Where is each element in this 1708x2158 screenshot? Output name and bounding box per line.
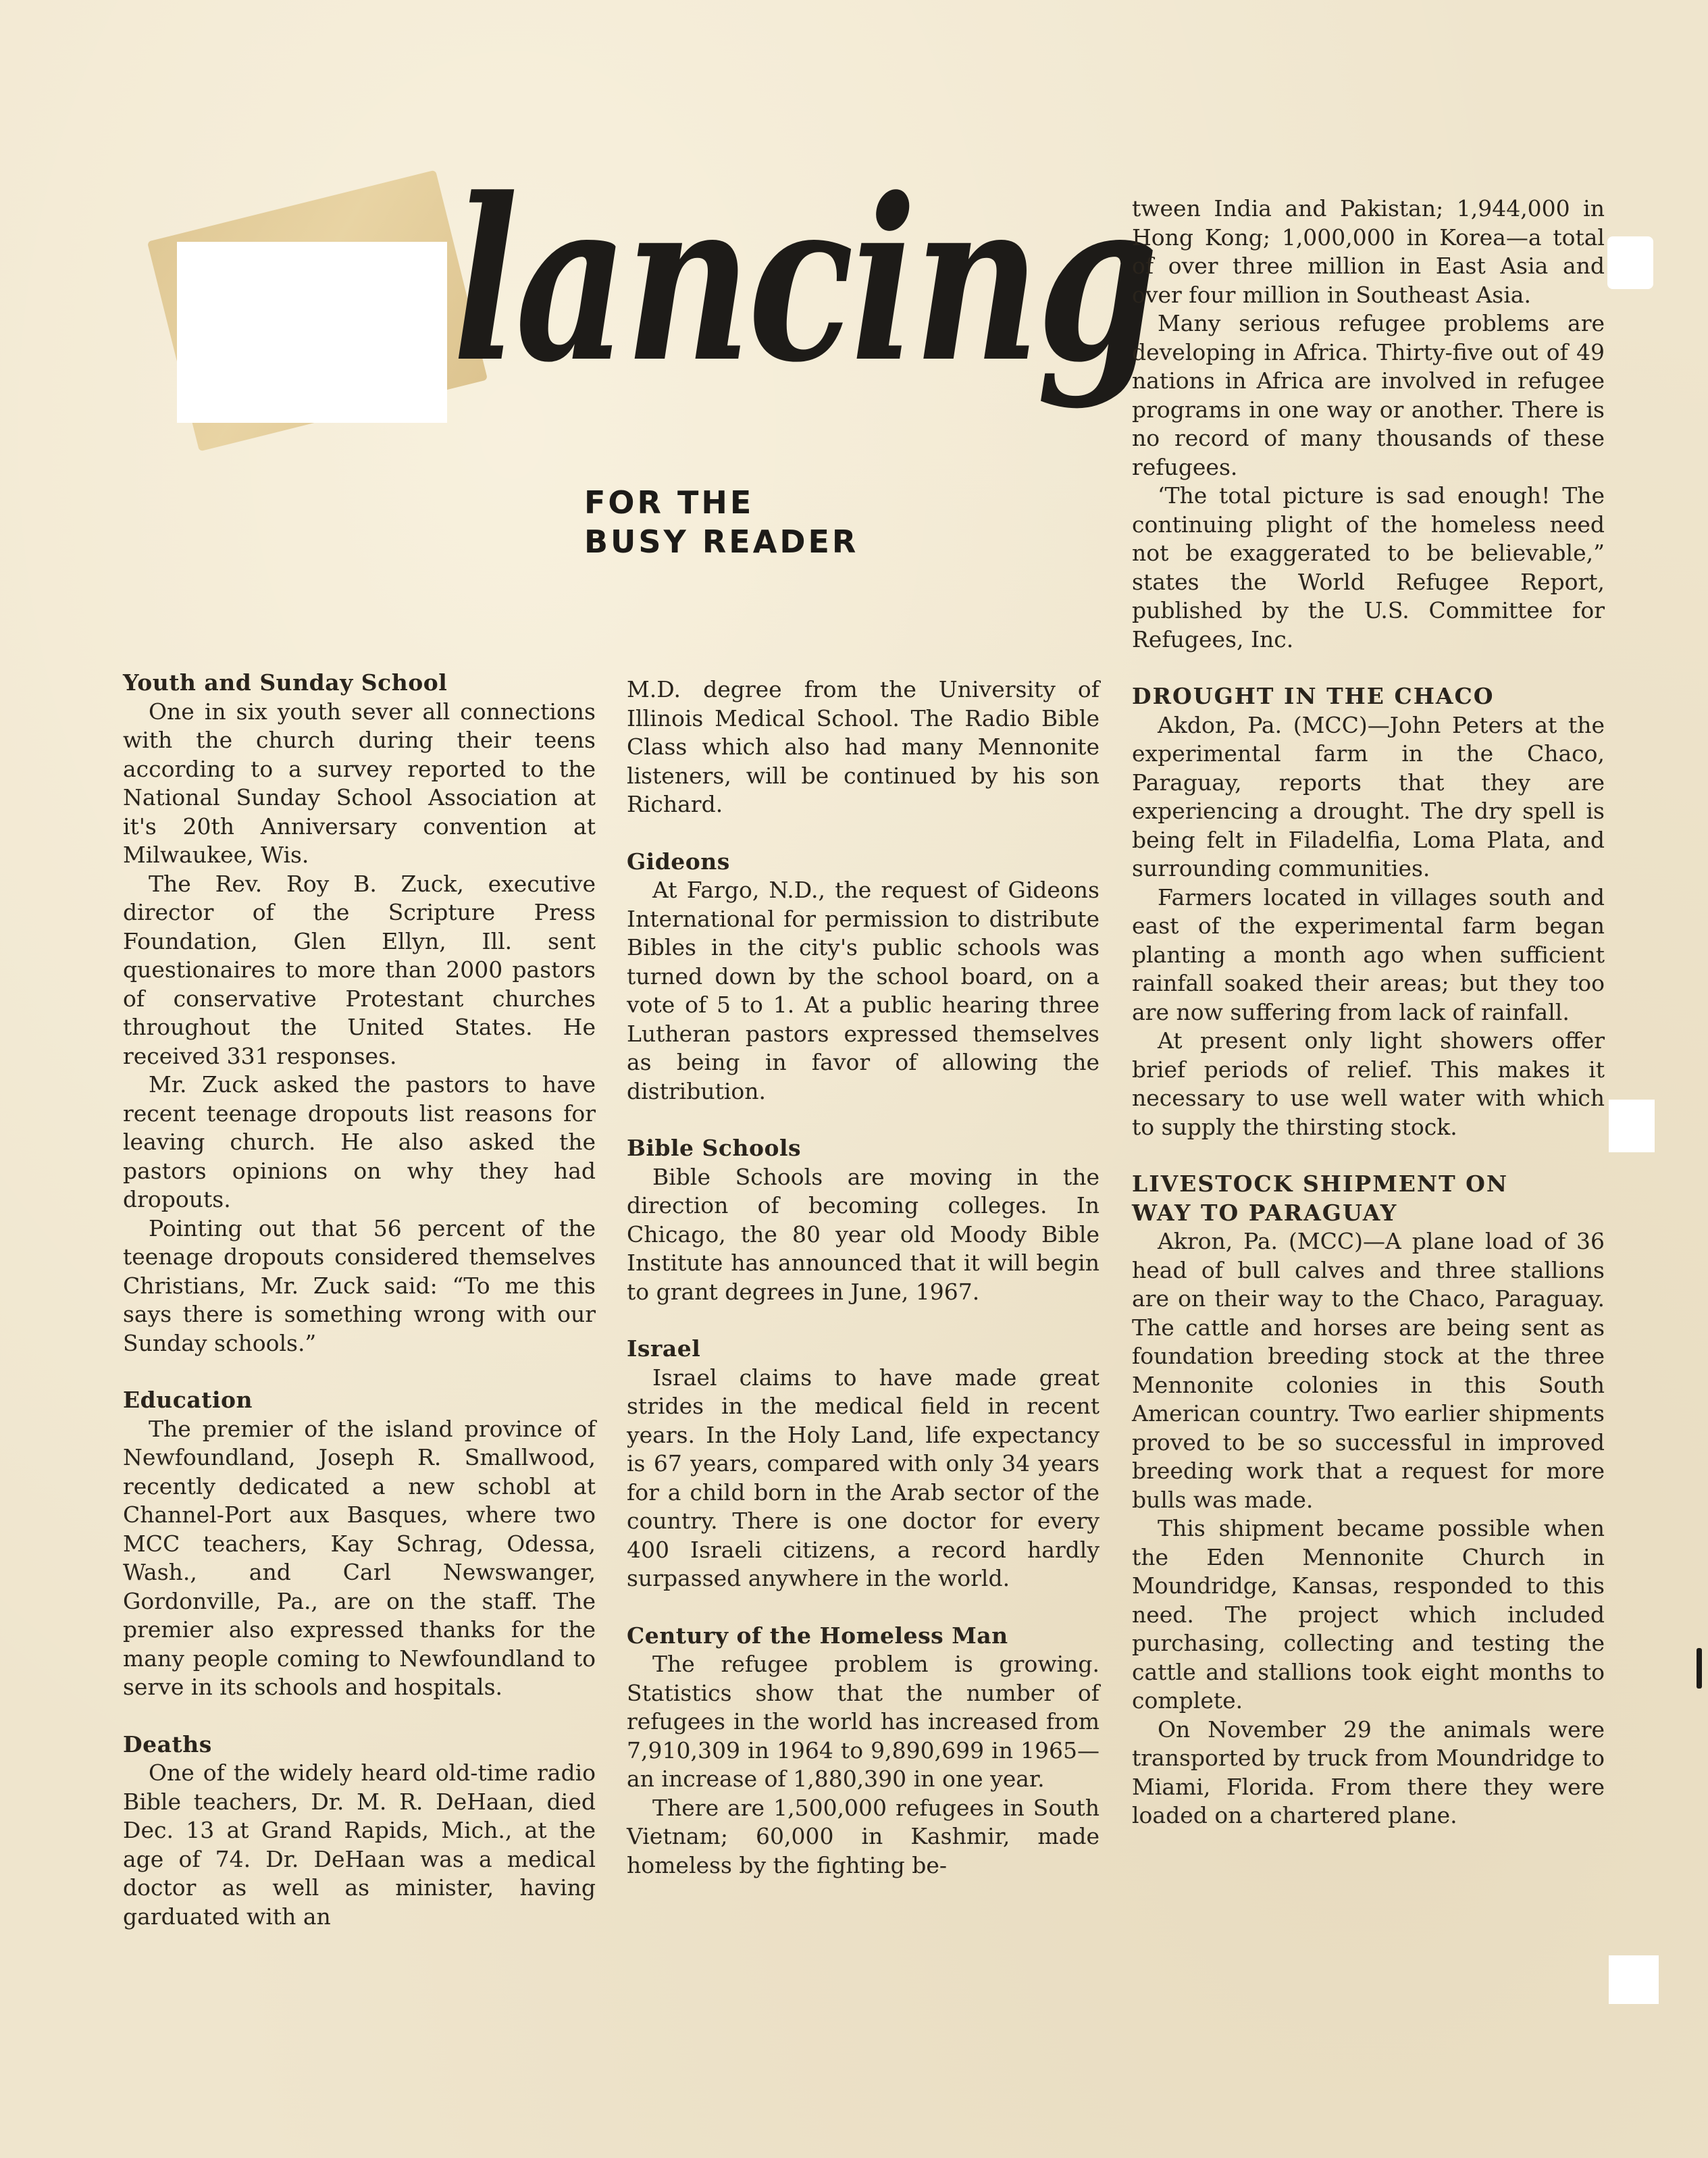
section-heading-line-1: LIVESTOCK SHIPMENT ON — [1132, 1171, 1509, 1197]
paragraph: There are 1,500,000 refugees in South Vietnam; 60,000 in Kashmir, made homeless by the fighting be- — [627, 1794, 1099, 1878]
section-heading: Youth and Sunday School — [123, 669, 448, 696]
tagline-line-2: BUSY READER — [584, 523, 859, 560]
paragraph: The refugee problem is growing. Statistics show that the number of refugees in the world has increased from 7,910,309 in 1964 to 9,890,699 in 1965—an increase of 1,880,390 in one year. — [627, 1651, 1099, 1792]
paragraph: One of the widely heard old-time radio Bible teachers, Dr. M. R. DeHaan, died Dec. 13 at Grand Rapids, Mich., at the age of 74. Dr. DeHaan was a medical doctor as well as minister, having garduated with an — [123, 1759, 596, 1930]
paragraph: This shipment became possible when the Eden Mennonite Church in Moundridge, Kansas, responded to this need. The project which included purchasing, collecting and testing the cattle and stallions took eight months to complete. — [1132, 1515, 1605, 1714]
tagline-line-1: FOR THE — [584, 484, 754, 521]
paragraph: M.D. degree from the University of Illinois Medical School. The Radio Bible Class which also had many Mennonite listeners, will be continued by his son Richard. — [627, 676, 1099, 817]
section-heading: Education — [123, 1387, 253, 1413]
edge-mark — [1697, 1648, 1702, 1689]
section-heading-line-2: WAY TO PARAGUAY — [1132, 1199, 1398, 1226]
redaction-block-right-3 — [1609, 1955, 1659, 2004]
paragraph: One in six youth sever all connections with the church during their teens according to a survey reported to the National Sunday School Association at it's 20th Anniversary convention at Milwaukee, Wis. — [123, 698, 596, 868]
paragraph: Pointing out that 56 percent of the teenage dropouts considered themselves Christians, Mr. Zuck said: “To me this says there is something wrong with our Sunday schools.” — [123, 1214, 596, 1356]
paragraph: On November 29 the animals were transported by truck from Moundridge to Miami, Florida. From there they were loaded on a chartered plane. — [1132, 1716, 1605, 1828]
section-heading: Bible Schools — [627, 1135, 802, 1161]
paragraph: Akron, Pa. (MCC)—A plane load of 36 head of bull calves and three stallions are on their way to the Chaco, Paraguay. The cattle and horses are being sent as foundation breeding stock at the three Mennonite colonies in this South American country. Two earlier shipments proved to be so successful in improved breeding work that a request for more bulls was made. — [1132, 1228, 1605, 1513]
masthead-word: lancing — [452, 149, 1156, 411]
paragraph: At Fargo, N.D., the request of Gideons International for permission to distribute Bibles in the city's public schools was turned down by the school board, on a vote of 5 to 1. At a public hearing three Lutheran pastors expressed themselves as being in favor of allowing the distribution. — [627, 877, 1099, 1104]
column-3 — [1132, 195, 1605, 1830]
paragraph: tween India and Pakistan; 1,944,000 in Hong Kong; 1,000,000 in Korea—a total of over three million in East Asia and over four million in Southeast Asia. — [1132, 195, 1605, 308]
paragraph: Israel claims to have made great strides in the medical field in recent years. In the Holy Land, life expectancy is 67 years, compared with only 34 years for a child born in the Arab sector of the country. There is one doctor for every 400 Israeli citizens, a record hardly surpassed anywhere in the world. — [627, 1364, 1099, 1591]
paragraph: Many serious refugee problems are developing in Africa. Thirty-five out of 49 nations in Africa are involved in refugee programs in one way or another. There is no record of many thousands of these refugees. — [1132, 310, 1605, 480]
paragraph: Akdon, Pa. (MCC)—John Peters at the experimental farm in the Chaco, Paraguay, reports that they are experiencing a drought. The dry spell is being felt in Filadelfia, Loma Plata, and surrounding communities. — [1132, 711, 1605, 881]
redaction-block-right-2 — [1609, 1100, 1655, 1152]
paragraph: Bible Schools are moving in the direction of becoming colleges. In Chicago, the 80 year old Moody Bible Institute has announced that it will begin to grant degrees in June, 1967. — [627, 1163, 1099, 1305]
section-heading: Deaths — [123, 1730, 212, 1757]
paragraph: Mr. Zuck asked the pastors to have recent teenage dropouts list reasons for leaving church. He also asked the pastors opinions on why they had dropouts. — [123, 1071, 596, 1212]
paragraph: ‘The total picture is sad enough! The continuing plight of the homeless need not be exaggerated to be believable,” states the World Refugee Report, published by the U.S. Committee for Refugees, Inc. — [1132, 482, 1605, 652]
paragraph: Farmers located in villages south and east of the experimental farm began planting a month ago when sufficient rainfall soaked their areas; but they too are now suffering from lack of rainfall. — [1132, 883, 1605, 1025]
section-heading: Israel — [627, 1335, 701, 1362]
paragraph: At present only light showers offer brief periods of relief. This makes it necessary to use well water with which to supply the thirsting stock. — [1132, 1027, 1605, 1140]
redaction-block-masthead — [177, 242, 447, 423]
section-heading: DROUGHT IN THE CHACO — [1132, 683, 1495, 709]
section-heading: Century of the Homeless Man — [627, 1622, 1008, 1649]
column-1 — [123, 669, 596, 1931]
paragraph: The premier of the island province of Newfoundland, Joseph R. Smallwood, recently dedicated a new schobl at Channel-Port aux Basques, where two MCC teachers, Kay Schrag, Odessa, Wash., and Carl Newswanger, Gordonville, Pa., are on the staff. The premier also expressed thanks for the many people coming to Newfoundland to serve in its schools and hospitals. — [123, 1415, 596, 1700]
section-heading: Gideons — [627, 848, 730, 875]
redaction-block-right-1 — [1607, 236, 1653, 289]
paragraph: The Rev. Roy B. Zuck, executive director of the Scripture Press Foundation, Glen Ellyn, Ill. sent questionaires to more than 2000 pastors of conservative Protestant churches throughout the United States. He received 331 responses. — [123, 870, 596, 1069]
masthead-tagline — [584, 483, 895, 561]
column-2 — [627, 675, 1099, 1880]
